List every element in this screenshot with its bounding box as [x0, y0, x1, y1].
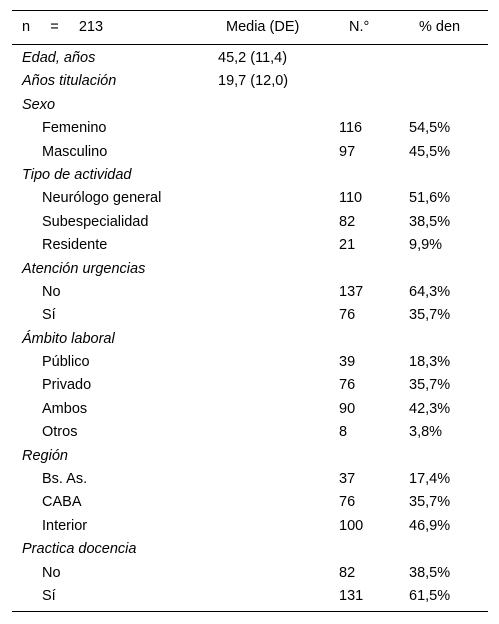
mean-cell: 45,2 (11,4)	[218, 50, 288, 66]
row-label: No	[42, 283, 61, 300]
count-cell: 21	[339, 237, 356, 254]
percent-cell: 42,3%	[409, 400, 451, 417]
row-label: Sí	[42, 587, 56, 604]
mean-cell: 19,7 (12,0)	[218, 73, 289, 90]
count-cell: 131	[339, 587, 364, 604]
count-cell: 97	[339, 143, 356, 160]
count-cell: 90	[339, 400, 356, 417]
row-label: No	[42, 564, 61, 581]
percent-cell: 9,9%	[409, 237, 443, 254]
table-row	[12, 562, 488, 585]
section-label: Edad, años	[22, 50, 96, 66]
header-mean: Media (DE)	[226, 19, 300, 35]
table-row	[12, 211, 488, 234]
percent-cell: 35,7%	[409, 494, 451, 511]
row-label: Neurólogo general	[42, 190, 162, 207]
percent-cell: 51,6%	[409, 190, 451, 207]
table-row	[12, 117, 488, 140]
count-cell: 8	[339, 424, 348, 441]
section-row	[12, 445, 488, 468]
percent-cell: 35,7%	[409, 377, 451, 394]
percent-cell: 64,3%	[409, 283, 451, 300]
percent-cell: 45,5%	[409, 143, 451, 160]
percent-cell: 61,5%	[409, 587, 451, 604]
count-cell: 82	[339, 213, 356, 230]
table-row	[12, 585, 488, 608]
count-cell: 37	[339, 471, 356, 488]
table-row	[12, 351, 488, 374]
row-label: Subespecialidad	[42, 213, 149, 230]
count-cell: 110	[339, 190, 363, 207]
count-cell: 137	[339, 283, 364, 300]
table-row	[12, 515, 488, 538]
section-label: Región	[22, 447, 68, 464]
table-row	[12, 421, 488, 444]
row-label: Privado	[42, 377, 92, 394]
row-label: Sí	[42, 307, 56, 324]
count-cell: 76	[339, 377, 356, 394]
row-label: CABA	[42, 494, 82, 511]
section-row	[12, 94, 488, 117]
table-header	[12, 11, 488, 44]
count-cell: 100	[339, 517, 364, 534]
row-label: Público	[42, 354, 90, 371]
table-row	[12, 187, 488, 210]
count-cell: 82	[339, 564, 356, 581]
percent-cell: 54,5%	[409, 120, 451, 137]
section-label: Tipo de actividad	[22, 166, 132, 183]
count-cell: 76	[339, 494, 356, 511]
row-label: Bs. As.	[42, 471, 88, 488]
percent-cell: 38,5%	[409, 213, 451, 230]
table-row	[12, 491, 488, 514]
percent-cell: 35,7%	[409, 307, 451, 324]
table-row	[12, 141, 488, 164]
section-row	[12, 47, 488, 70]
section-label: Años titulación	[22, 73, 117, 90]
section-row	[12, 538, 488, 561]
percent-cell: 46,9%	[409, 517, 451, 534]
percent-cell: 3,8%	[409, 424, 443, 441]
percent-cell: 38,5%	[409, 564, 451, 581]
count-cell: 116	[339, 120, 363, 137]
row-label: Residente	[42, 237, 108, 254]
count-cell: 39	[339, 354, 356, 371]
section-label: Atención urgencias	[22, 260, 146, 277]
bottom-rule	[12, 611, 488, 612]
section-label: Practica docencia	[22, 541, 137, 558]
row-label: Masculino	[42, 143, 108, 160]
row-label: Interior	[42, 517, 88, 534]
table-row	[12, 374, 488, 397]
data-table	[12, 10, 488, 612]
section-row	[12, 258, 488, 281]
header-count: N.°	[349, 19, 370, 35]
table-row	[12, 468, 488, 491]
row-label: Otros	[42, 424, 78, 441]
table-row	[12, 281, 488, 304]
section-label: Ámbito laboral	[22, 330, 115, 347]
count-cell: 76	[339, 307, 356, 324]
header-n: n = 213	[22, 19, 104, 35]
section-row	[12, 164, 488, 187]
section-row	[12, 328, 488, 351]
table-row	[12, 398, 488, 421]
table-row	[12, 234, 488, 257]
section-row	[12, 70, 488, 93]
percent-cell: 17,4%	[409, 471, 451, 488]
section-label: Sexo	[22, 96, 56, 113]
row-label: Femenino	[42, 120, 107, 137]
percent-cell: 18,3%	[409, 354, 451, 371]
table-row	[12, 304, 488, 327]
row-label: Ambos	[42, 400, 88, 417]
header-pct: % den	[419, 19, 461, 35]
table-body	[12, 47, 488, 608]
